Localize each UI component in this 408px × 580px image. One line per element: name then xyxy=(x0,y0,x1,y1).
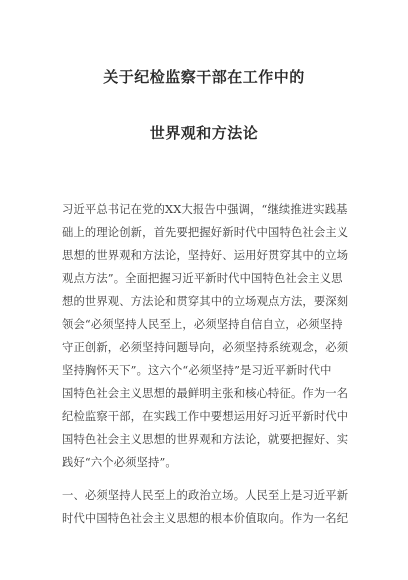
paragraph-line: 领会“必须坚持人民至上，必须坚持自信自立，必须坚持 xyxy=(62,318,343,331)
paragraph-line: 践好“六个必须坚持”。 xyxy=(62,456,177,469)
paragraph-line: 国特色社会主义思想的最鲜明主张和核心特征。作为一名 xyxy=(62,387,349,400)
body-paragraph-1 xyxy=(62,198,350,474)
paragraph-line: 思想的世界观和方法论，坚持好、运用好贯穿其中的立场 xyxy=(62,249,349,262)
paragraph-line: 坚持胸怀天下”。这六个“必须坚持”是习近平新时代中 xyxy=(62,364,332,377)
paragraph-line: 纪检监察干部，在实践工作中要想运用好习近平新时代中 xyxy=(62,410,349,423)
paragraph-line: 国特色社会主义思想的世界观和方法论，就要把握好、实 xyxy=(62,433,349,446)
document-title-line-1: 关于纪检监察干部在工作中的 xyxy=(103,68,305,86)
paragraph-line: 习近平总书记在党的XX大报告中强调，“继续推进实践基 xyxy=(62,203,348,216)
paragraph-line: 想的世界观、方法论和贯穿其中的立场观点方法，要深刻 xyxy=(62,295,349,308)
paragraph-line: 时代中国特色社会主义思想的根本价值取向。作为一名纪 xyxy=(62,512,349,525)
paragraph-line: 观点方法”。全面把握习近平新时代中国特色社会主义思 xyxy=(62,272,343,285)
paragraph-line: 守正创新，必须坚持问题导向，必须坚持系统观念，必须 xyxy=(62,341,349,354)
document-title-line-2: 世界观和方法论 xyxy=(149,124,259,142)
body-paragraph-2 xyxy=(62,484,350,530)
paragraph-line: 一、必须坚持人民至上的政治立场。人民至上是习近平新 xyxy=(62,489,349,502)
paragraph-line: 础上的理论创新，首先要把握好新时代中国特色社会主义 xyxy=(62,226,349,239)
